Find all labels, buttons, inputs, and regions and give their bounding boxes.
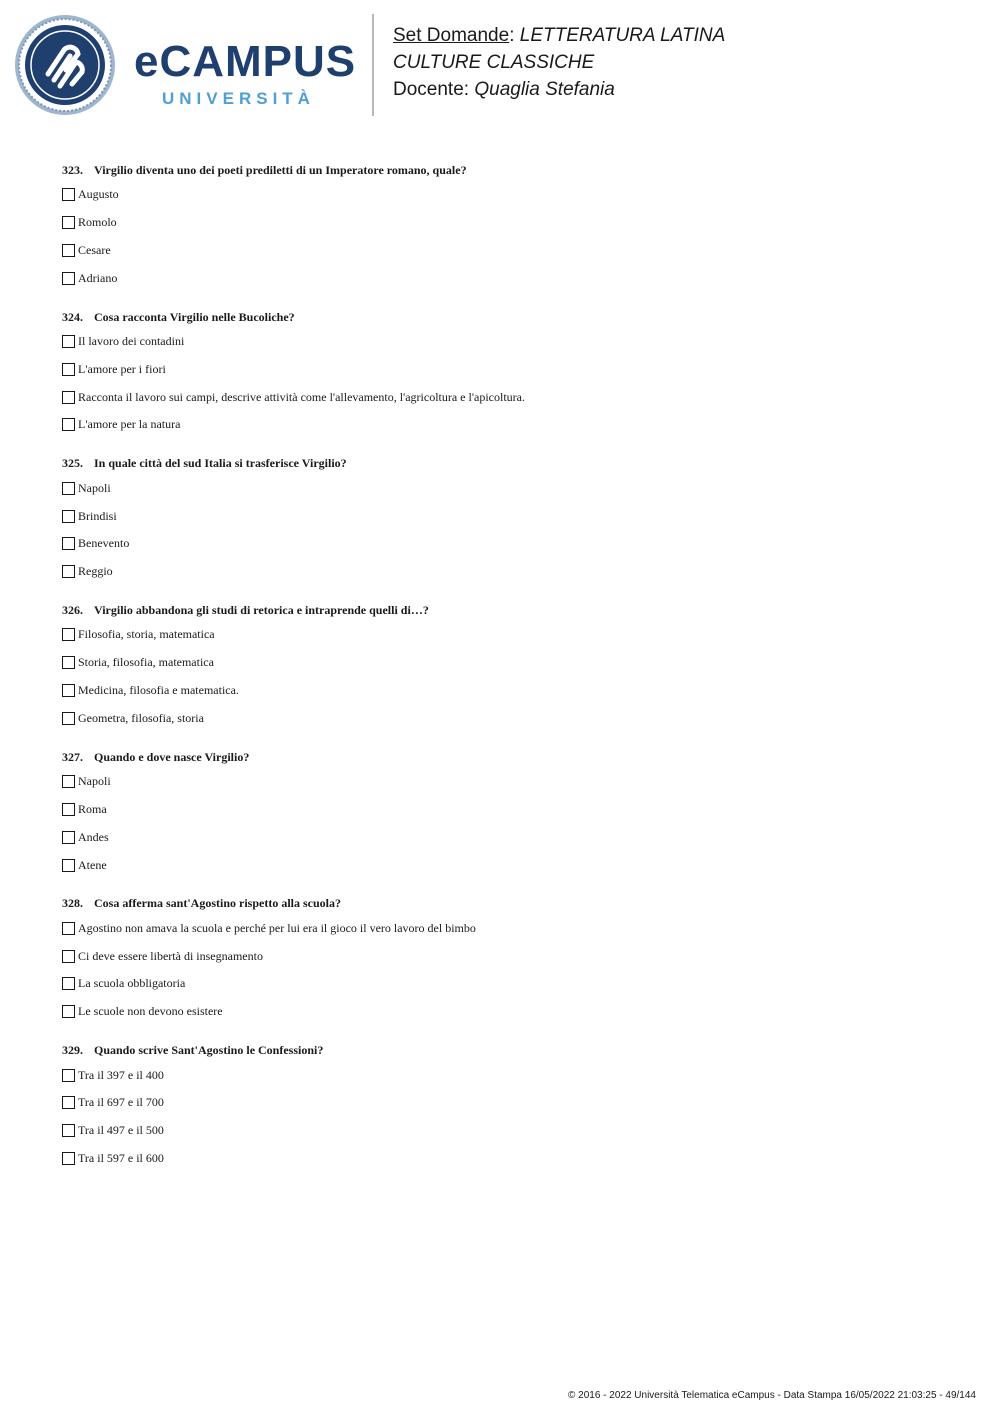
answer-label: Augusto (78, 187, 119, 202)
answer-checkbox[interactable] (62, 922, 75, 935)
answer-option (62, 1089, 962, 1117)
question-block (62, 307, 962, 439)
answer-option (62, 411, 962, 439)
answer-option (62, 1061, 962, 1089)
question-title (62, 160, 962, 181)
answer-checkbox[interactable] (62, 418, 75, 431)
answer-checkbox[interactable] (62, 1005, 75, 1018)
answer-option (62, 970, 962, 998)
question-block (62, 893, 962, 1025)
answer-option (62, 530, 962, 558)
question-text: Cosa racconta Virgilio nelle Bucoliche? (94, 309, 295, 324)
answer-checkbox[interactable] (62, 628, 75, 641)
question-number: 324. (62, 309, 83, 324)
answer-checkbox[interactable] (62, 656, 75, 669)
answer-label: Tra il 697 e il 700 (78, 1095, 164, 1110)
teacher-line: Docente: Quaglia Stefania (393, 79, 615, 100)
answer-checkbox[interactable] (62, 859, 75, 872)
answer-label: Medicina, filosofia e matematica. (78, 683, 239, 698)
answer-checkbox[interactable] (62, 831, 75, 844)
answer-option (62, 796, 962, 824)
answer-label: Filosofia, storia, matematica (78, 627, 215, 642)
answer-option (62, 768, 962, 796)
answer-label: Andes (78, 829, 109, 844)
set-value: LETTERATURA LATINA (519, 25, 726, 46)
answer-label: Adriano (78, 270, 118, 285)
question-title (62, 453, 962, 474)
answer-label: Tra il 397 e il 400 (78, 1067, 164, 1082)
teacher-value: Quaglia Stefania (474, 79, 615, 100)
answer-checkbox[interactable] (62, 565, 75, 578)
question-text: Quando e dove nasce Virgilio? (94, 749, 250, 764)
answer-checkbox[interactable] (62, 216, 75, 229)
answer-option (62, 237, 962, 265)
question-title (62, 307, 962, 328)
question-text: Virgilio abbandona gli studi di retorica e intraprende quelli di…? (94, 603, 429, 618)
question-title (62, 1040, 962, 1061)
answer-option (62, 998, 962, 1026)
answer-option (62, 621, 962, 649)
answer-checkbox[interactable] (62, 482, 75, 495)
question-number: 329. (62, 1043, 83, 1058)
answer-label: L'amore per i fiori (78, 361, 166, 376)
header-meta (393, 22, 725, 103)
answer-label: La scuola obbligatoria (78, 976, 186, 991)
answer-option (62, 181, 962, 209)
answer-option (62, 264, 962, 292)
set-label: Set Domande (393, 25, 510, 46)
question-title (62, 600, 962, 621)
answer-option (62, 502, 962, 530)
question-text: Quando scrive Sant'Agostino le Confessioni? (94, 1043, 324, 1058)
university-seal-logo (14, 14, 116, 116)
answer-label: Tra il 597 e il 600 (78, 1150, 164, 1165)
answer-checkbox[interactable] (62, 803, 75, 816)
question-text: Virgilio diventa uno dei poeti prediletti di un Imperatore romano, quale? (94, 163, 467, 177)
answer-checkbox[interactable] (62, 391, 75, 404)
answer-label: Reggio (78, 564, 113, 579)
answer-label: Le scuole non devono esistere (78, 1004, 223, 1019)
answer-option (62, 942, 962, 970)
answer-label: Napoli (78, 480, 111, 495)
question-block (62, 600, 962, 732)
set-value-line2: CULTURE CLASSICHE (393, 52, 595, 73)
answer-option (62, 649, 962, 677)
answer-label: Roma (78, 801, 107, 816)
answer-label: Il lavoro dei contadini (78, 334, 185, 349)
answer-checkbox[interactable] (62, 537, 75, 550)
answer-label: Romolo (78, 215, 117, 230)
page-footer: © 2016 - 2022 Università Telematica eCampus - Data Stampa 16/05/2022 21:03:25 - 49/144 (568, 1390, 976, 1401)
header-divider (372, 14, 374, 116)
answer-option (62, 328, 962, 356)
answer-checkbox[interactable] (62, 775, 75, 788)
answer-label: Racconta il lavoro sui campi, descrive attività come l'allevamento, l'agricoltura e l'apicoltura. (78, 389, 525, 404)
answer-option (62, 474, 962, 502)
answer-checkbox[interactable] (62, 363, 75, 376)
answer-label: Napoli (78, 774, 111, 789)
answer-option (62, 704, 962, 732)
answer-label: L'amore per la natura (78, 417, 181, 432)
answer-option (62, 677, 962, 705)
answer-option (62, 209, 962, 237)
answer-checkbox[interactable] (62, 335, 75, 348)
answer-label: Ci deve essere libertà di insegnamento (78, 948, 263, 963)
answer-checkbox[interactable] (62, 712, 75, 725)
brand-name: eCAMPUS (134, 37, 357, 86)
answer-label: Atene (78, 857, 107, 872)
answer-checkbox[interactable] (62, 510, 75, 523)
answer-checkbox[interactable] (62, 1069, 75, 1082)
answer-option (62, 1145, 962, 1173)
answer-checkbox[interactable] (62, 1124, 75, 1137)
question-block (62, 747, 962, 879)
answer-checkbox[interactable] (62, 684, 75, 697)
brand-subtitle: UNIVERSITÀ (162, 89, 315, 108)
answer-option (62, 558, 962, 586)
answer-checkbox[interactable] (62, 244, 75, 257)
question-number: 325. (62, 456, 83, 471)
answer-checkbox[interactable] (62, 1096, 75, 1109)
answer-checkbox[interactable] (62, 188, 75, 201)
answer-label: Geometra, filosofia, storia (78, 710, 204, 725)
question-text: In quale città del sud Italia si trasferisce Virgilio? (94, 456, 347, 471)
question-number: 327. (62, 749, 83, 764)
question-block (62, 160, 962, 292)
set-line: Set Domande: LETTERATURA LATINA (393, 25, 726, 46)
answer-checkbox[interactable] (62, 1152, 75, 1165)
answer-option (62, 914, 962, 942)
answer-checkbox[interactable] (62, 950, 75, 963)
question-number: 326. (62, 603, 83, 618)
question-number: 323. (62, 163, 83, 177)
question-number: 328. (62, 896, 83, 911)
page-header (0, 0, 1000, 130)
answer-label: Brindisi (78, 508, 117, 523)
answer-option (62, 383, 962, 411)
answer-label: Cesare (78, 242, 111, 257)
answer-option (62, 355, 962, 383)
teacher-label: Docente (393, 79, 464, 100)
question-block (62, 453, 962, 585)
answer-checkbox[interactable] (62, 272, 75, 285)
question-list (62, 160, 962, 1187)
question-title (62, 893, 962, 914)
answer-option (62, 1117, 962, 1145)
answer-label: Agostino non amava la scuola e perché per lui era il gioco il vero lavoro del bimbo (78, 920, 476, 935)
answer-label: Tra il 497 e il 500 (78, 1123, 164, 1138)
question-title (62, 747, 962, 768)
answer-label: Benevento (78, 536, 130, 551)
answer-checkbox[interactable] (62, 977, 75, 990)
question-block (62, 1040, 962, 1172)
question-text: Cosa afferma sant'Agostino rispetto alla scuola? (94, 896, 341, 911)
answer-option (62, 823, 962, 851)
answer-option (62, 851, 962, 879)
answer-label: Storia, filosofia, matematica (78, 655, 214, 670)
